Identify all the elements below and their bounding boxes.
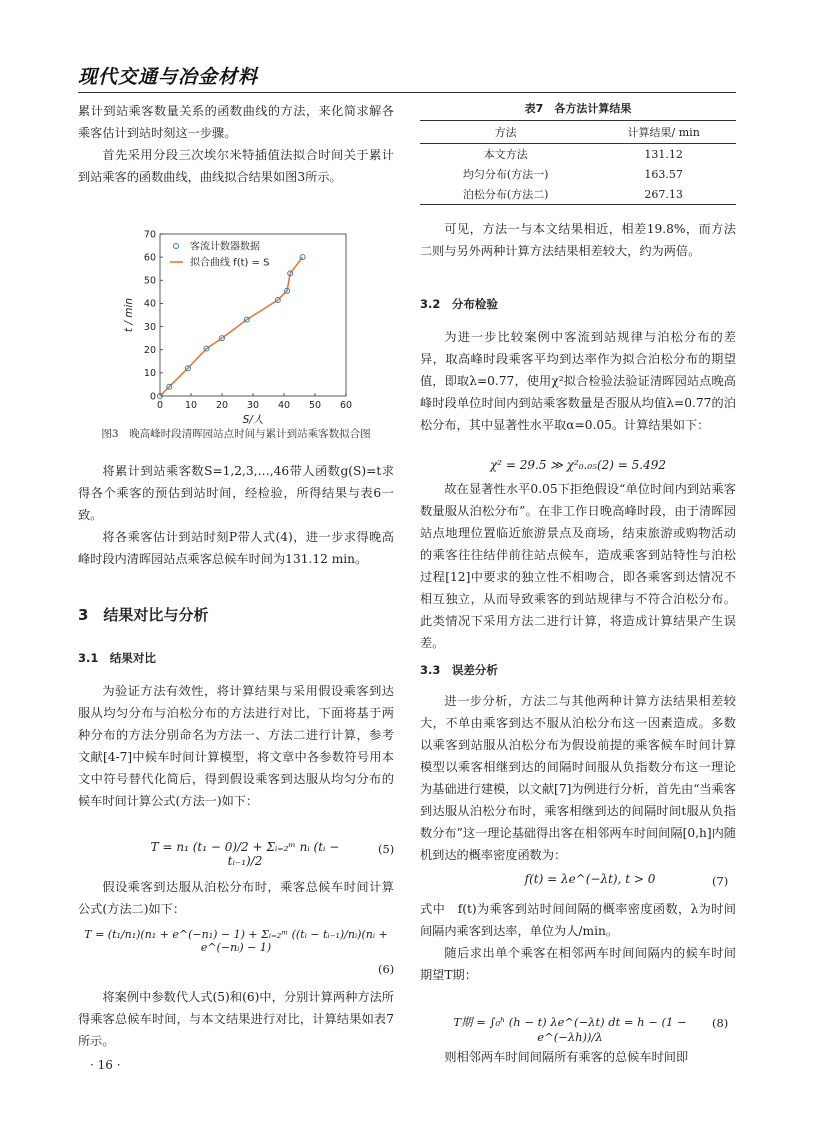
legend-label: 客流计数器数据 <box>190 241 260 253</box>
table-cell: 本文方法 <box>483 148 528 161</box>
x-axis-label: S/人 <box>242 414 264 426</box>
y-tick-label: 0 <box>149 391 156 403</box>
y-tick-label: 20 <box>143 345 156 357</box>
figure-caption: 图3 晚高峰时段清晖园站点时间与累计到站乘客数拟合图 <box>101 428 371 440</box>
y-tick-label: 30 <box>143 321 156 333</box>
equation-6-number: (6) <box>378 962 395 976</box>
right-paragraph: 可见，方法一与本文结果相近，相差19.8%，而方法二则与另外两种计算方法结果相差较大，约为两倍。 <box>420 222 736 258</box>
left-body-3 <box>78 680 394 812</box>
x-tick-label: 50 <box>308 400 322 411</box>
equation-8: T期 = ∫₀ʰ (h − t) λe^(−λt) dt = h − (1 − e^(−λh))/λ <box>453 1015 687 1044</box>
figure-3-chart <box>112 226 372 426</box>
equation-chi-square: χ² = 29.5 ≫ χ²₀.₀₅(2) = 5.492 <box>489 458 667 472</box>
right-body-5 <box>420 898 736 986</box>
left-body-2 <box>78 460 394 570</box>
table-cell: 163.57 <box>644 167 683 181</box>
y-tick-label: 70 <box>143 229 156 241</box>
left-paragraph: 将累计到站乘客数S=1,2,3,…,46带人函数g(S)=t求得各个乘客的预估到站时间，经检验，所得结果与表6一致。 <box>78 464 394 522</box>
table-cell: 131.12 <box>644 147 683 161</box>
table-title: 表7 各方法计算结果 <box>524 102 632 115</box>
equation-6: T = (t₁/n₁)(n₁ + e^(−n₁) − 1) + Σᵢ₌₂ᵐ ((tᵢ − tᵢ₋₁)/nᵢ)(nᵢ + e^(−nᵢ) − 1) <box>84 928 388 954</box>
table-7 <box>420 120 736 205</box>
right-body-3 <box>420 478 736 654</box>
right-body-4 <box>420 690 736 866</box>
left-para-1 <box>78 100 394 188</box>
table-row <box>420 144 736 165</box>
right-paragraph: 随后求出单个乘客在相邻两车时间间隔内的候车时间期望T期： <box>420 946 736 982</box>
y-tick-label: 60 <box>143 252 156 264</box>
x-tick-label: 30 <box>246 400 260 411</box>
x-tick-label: 10 <box>184 400 198 411</box>
right-body-1 <box>420 218 736 262</box>
table-row <box>420 164 736 184</box>
left-paragraph: 将案例中参数代人式(5)和(6)中，分别计算两种方法所得乘客总候车时间，与本文结果进行对比，计算结果如表7所示。 <box>78 990 394 1048</box>
legend-marker-scatter <box>174 244 179 249</box>
equation-7-number: (7) <box>712 874 729 888</box>
y-tick-label: 40 <box>143 298 156 310</box>
right-paragraph: 为进一步比较案例中客流到站规律与泊松分布的差异，取高峰时段乘客平均到达率作为拟合泊松分布的期望值，即取λ=0.77，使用χ²拟合检验法验证清晖园站点晚高峰时段单位时间内到站乘客数量是否服从均值λ=0.77的泊松分布，其中显著性水平取α=0.05。计算结果如下： <box>420 330 736 432</box>
table-row <box>420 184 736 205</box>
right-paragraph: 进一步分析，方法二与其他两种计算方法结果相差较大，不单由乘客到达不服从泊松分布这一因素造成。多数以乘客到站服从泊松分布为假设前提的乘客候车时间计算模型以乘客相继到达的间隔时间服从负指数分布这一理论为基础进行建模，以文献[7]为例进行分析，首先由“当乘客到达服从泊松分布时，乘客相继到达的间隔时间t服从负指数分布”这一理论基础得出客在相邻两车时间间隔[0,h]内随机到达的概率密度函数为： <box>420 694 736 862</box>
equation-5: T = n₁ (t₁ − 0)/2 + Σᵢ₌₂ᵐ nᵢ (tᵢ − tᵢ₋₁)/2 <box>150 840 340 868</box>
right-paragraph: 式中 f(t)为乘客到站时间间隔的概率密度函数，λ为时间间隔内乘客到达率，单位为人/min。 <box>420 902 736 938</box>
left-paragraph: 假设乘客到达服从泊松分布时，乘客总候车时间计算公式(方法二)如下： <box>78 880 394 916</box>
right-body-2 <box>420 326 736 436</box>
y-axis-label: t / min <box>123 297 135 333</box>
left-paragraph: 累计到站乘客数量关系的函数曲线的方法，来化简求解各乘客估计到站时刻这一步骤。 <box>78 104 394 140</box>
x-tick-label: 60 <box>339 400 353 411</box>
subsection-heading-3-2: 3.2 分布检验 <box>420 297 498 311</box>
fit-curve-line <box>160 257 303 396</box>
right-paragraph: 则相邻两车时间间隔所有乘客的总候车时间即 <box>444 1050 689 1064</box>
table-header-cell: 方法 <box>420 121 591 144</box>
right-body-6 <box>420 1046 736 1068</box>
equation-7: f(t) = λe^(−λt), t > 0 <box>524 872 656 886</box>
left-paragraph: 将各乘客估计到站时刻P带人式(4)，进一步求得晚高峰时段内清晖园站点乘客总候车时间为131.12 min。 <box>78 530 394 566</box>
x-tick-label: 20 <box>215 400 229 411</box>
subsection-heading-3-1: 3.1 结果对比 <box>78 651 156 665</box>
right-paragraph: 故在显著性水平0.05下拒绝假设“单位时间内到站乘客数量服从泊松分布”。在非工作日晚高峰时段，由于清晖园站点地理位置临近旅游景点及商场，结束旅游或购物活动的乘客往往结伴前往站点候车，造成乘客到站特性与泊松过程[12]中要求的独立性不相吻合，即各乘客到达情况不相互独立，从而导致乘客的到站规律与不符合泊松分布。此类情况下采用方法二进行计算，将造成计算结果产生误差。 <box>420 482 736 650</box>
equation-5-number: (5) <box>378 842 395 856</box>
left-body-5 <box>78 986 394 1052</box>
journal-logo: 现代交通与冶金材料 <box>78 66 259 88</box>
left-body-4 <box>78 876 394 920</box>
y-tick-label: 50 <box>143 275 156 287</box>
y-tick-label: 10 <box>143 368 156 380</box>
table-header-cell: 计算结果/ min <box>591 121 736 144</box>
legend-label: 拟合曲线 f(t) = S <box>190 257 270 269</box>
subsection-heading-3-3: 3.3 误差分析 <box>420 663 498 677</box>
table-cell: 均匀分布(方法一) <box>462 168 549 181</box>
page-number: · 16 · <box>90 1058 121 1072</box>
x-tick-label: 40 <box>277 400 291 411</box>
left-paragraph: 首先采用分段三次埃尔米特插值法拟合时间关于累计到站乘客的函数曲线，曲线拟合结果如图3所示。 <box>78 148 394 184</box>
table-cell: 泊松分布(方法二) <box>420 184 591 205</box>
section-heading-3: 3 结果对比与分析 <box>78 606 209 624</box>
header-rule <box>78 92 736 93</box>
left-paragraph: 为验证方法有效性，将计算结果与采用假设乘客到达服从均匀分布与泊松分布的方法进行对比，下面将基于两种分布的方法分别命名为方法一、方法二进行计算，参考文献[4-7]中候车时间计算模型，将文章中各参数符号用本文中符号替代化简后，得到假设乘客到达服从均匀分布的候车时间计算公式(方法一)如下： <box>78 684 394 808</box>
x-tick-label: 0 <box>156 400 164 411</box>
table-cell: 267.13 <box>591 184 736 205</box>
equation-8-number: (8) <box>712 1016 729 1030</box>
